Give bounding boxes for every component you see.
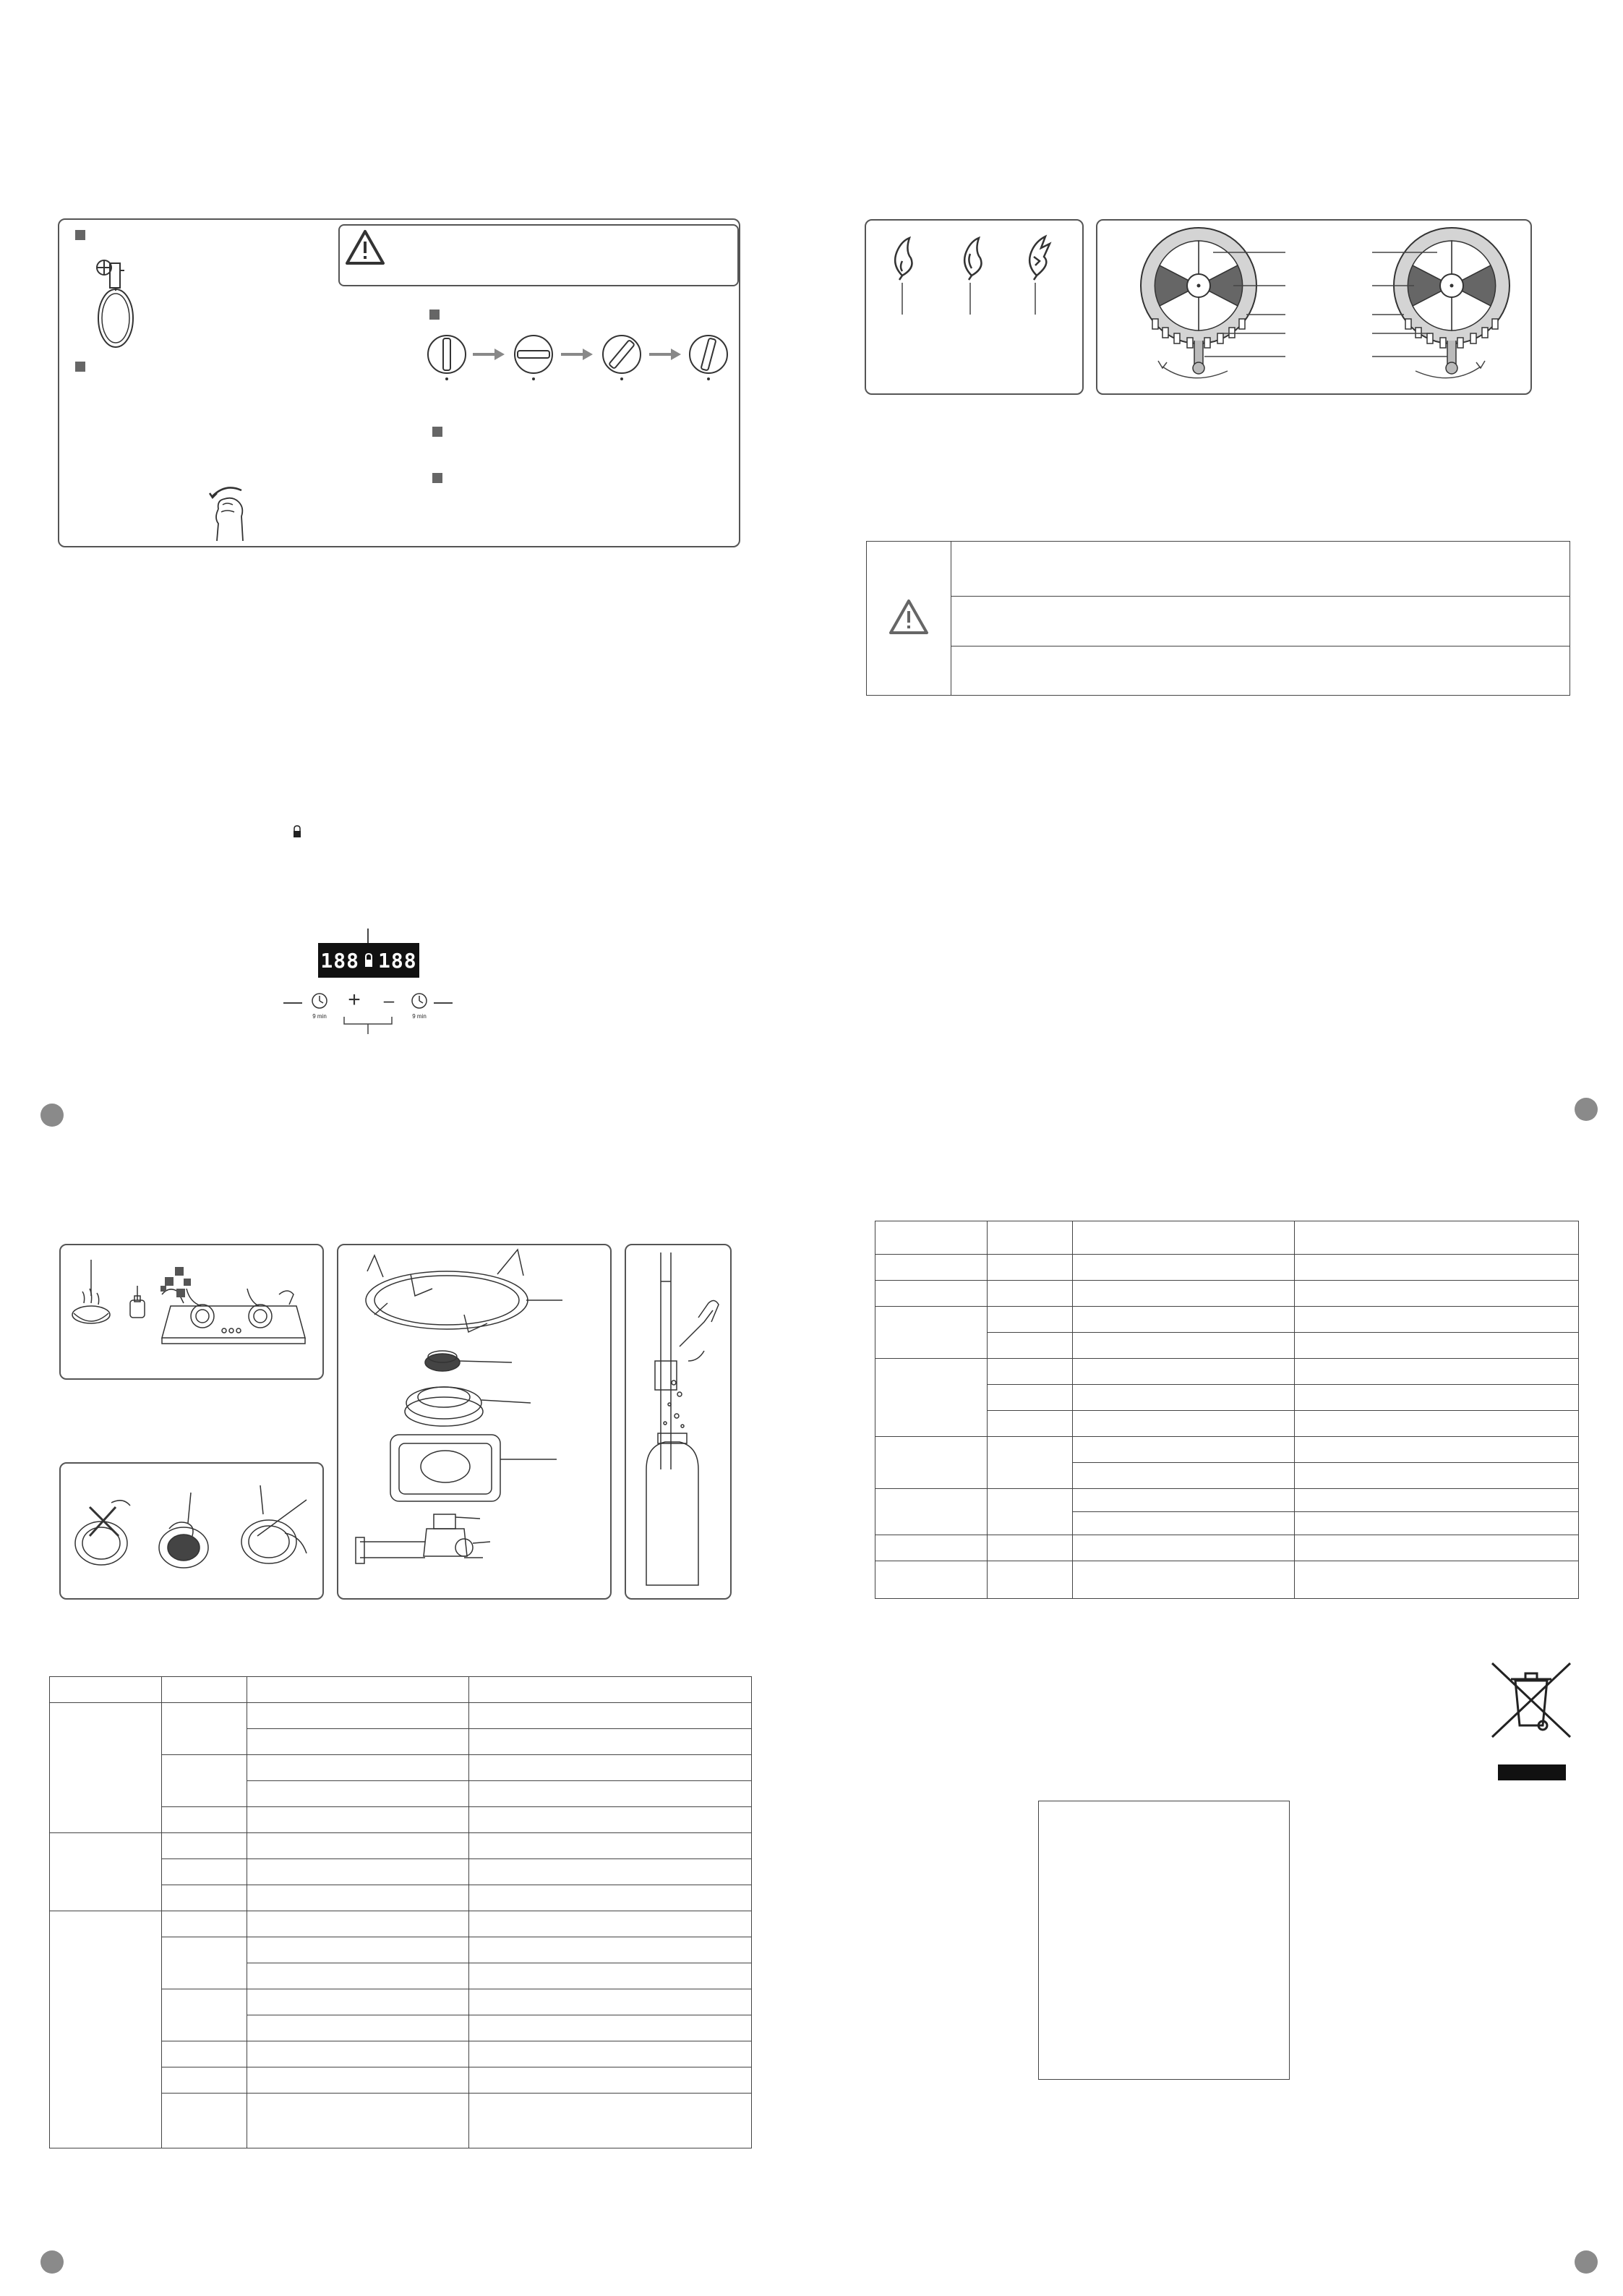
warning-triangle-icon [344, 229, 386, 266]
table-cell [1295, 1512, 1579, 1535]
table-cell [988, 1561, 1073, 1599]
table-cell [162, 1937, 247, 1989]
table-header [162, 1677, 247, 1703]
table-cell [247, 2015, 469, 2041]
page-marker-1 [40, 1104, 64, 1127]
table-cell [469, 1833, 752, 1859]
plus-button[interactable]: + [348, 988, 361, 1012]
table-header [469, 1677, 752, 1703]
table-cell [1073, 1489, 1295, 1512]
burner-cap-panel [1096, 219, 1532, 395]
table-cell [1073, 1333, 1295, 1359]
table-cell [1073, 1561, 1295, 1599]
warning-row [951, 597, 1570, 646]
ignition-instructions-panel [58, 218, 740, 547]
table-header [875, 1221, 988, 1255]
table-cell [988, 1437, 1073, 1489]
left-timer-caption: 9 min [312, 1013, 327, 1020]
table-cell [162, 2094, 247, 2148]
table-cell [875, 1307, 988, 1359]
table-cell [1295, 1281, 1579, 1307]
notes-box [1038, 1801, 1290, 2080]
table-cell [469, 1859, 752, 1885]
section-bullet [75, 362, 85, 372]
table-cell [1073, 1411, 1295, 1437]
table-cell [247, 1755, 469, 1781]
table-cell [162, 1833, 247, 1859]
table-cell [1295, 1411, 1579, 1437]
cleaning-burner-panel [59, 1462, 324, 1600]
left-callout-line [283, 1002, 302, 1004]
table-cell [247, 2041, 469, 2067]
table-cell [988, 1307, 1073, 1333]
table-cell [469, 1989, 752, 2015]
table-cell [1295, 1463, 1579, 1489]
table-cell [988, 1281, 1073, 1307]
table-cell [1073, 1535, 1295, 1561]
table-cell [162, 1859, 247, 1885]
burner-cleaning-illustration [68, 1485, 321, 1594]
section-bullet [432, 473, 442, 483]
table-cell [469, 1937, 752, 1963]
table-cell [1073, 1307, 1295, 1333]
table-cell [162, 1755, 247, 1807]
table-cell [247, 1911, 469, 1937]
table-cell [247, 1781, 469, 1807]
table-cell [1073, 1281, 1295, 1307]
page-marker-3 [40, 2250, 64, 2274]
table-cell [469, 1885, 752, 1911]
table-header [50, 1677, 162, 1703]
display-callout-line [367, 929, 369, 943]
table-cell [1295, 1333, 1579, 1359]
flame-icon [1029, 236, 1050, 276]
warning-box [338, 224, 739, 286]
table-cell [469, 1755, 752, 1781]
table-header [1073, 1221, 1295, 1255]
section-bullet [432, 427, 442, 437]
table-cell [469, 2041, 752, 2067]
section-bullet [429, 310, 440, 320]
table-cell [1295, 1385, 1579, 1411]
table-header [988, 1221, 1073, 1255]
table-cell [162, 1911, 247, 1937]
table-cell [988, 1359, 1073, 1385]
table-cell [1073, 1463, 1295, 1489]
flame-icon [964, 238, 981, 276]
table-cell [247, 1859, 469, 1885]
table-cell [988, 1411, 1073, 1437]
table-cell [1295, 1359, 1579, 1385]
section-bullet [75, 230, 85, 240]
table-cell [247, 1729, 469, 1755]
table-cell [247, 2067, 469, 2094]
table-cell [1073, 1437, 1295, 1463]
table-cell [1295, 1535, 1579, 1561]
warning-icon-cell [867, 542, 951, 696]
table-cell [875, 1437, 988, 1489]
flame-types-panel [865, 219, 1084, 395]
table-header [247, 1677, 469, 1703]
table-cell [469, 2094, 752, 2148]
warning-row [951, 542, 1570, 597]
cleaning-hob-panel [59, 1244, 324, 1380]
table-cell [247, 1703, 469, 1729]
troubleshooting-table-right [875, 1221, 1579, 1599]
timer-display [318, 943, 419, 978]
table-cell [988, 1385, 1073, 1411]
table-cell [247, 1937, 469, 1963]
hob-cleaning-illustration [68, 1260, 321, 1375]
table-cell [1295, 1561, 1579, 1599]
table-cell [875, 1561, 988, 1599]
safety-warning-table [866, 541, 1570, 696]
weee-bar [1498, 1764, 1566, 1780]
table-cell [469, 2067, 752, 2094]
table-cell [247, 1807, 469, 1833]
lock-icon [292, 824, 302, 839]
table-cell [247, 1885, 469, 1911]
table-cell [469, 1911, 752, 1937]
crossed-bin-icon [1489, 1660, 1573, 1740]
page-marker-2 [1575, 1098, 1598, 1121]
table-cell [469, 1729, 752, 1755]
burner-exploded-view [346, 1245, 606, 1600]
flame-icon [895, 238, 912, 276]
bracket-callout [343, 1015, 393, 1036]
table-cell [988, 1255, 1073, 1281]
table-cell [875, 1359, 988, 1437]
table-header [1295, 1221, 1579, 1255]
table-cell [247, 2094, 469, 2148]
left-timer-button[interactable] [309, 991, 330, 1023]
table-cell [469, 1703, 752, 1729]
table-cell [1073, 1512, 1295, 1535]
timer-icon [309, 991, 330, 1011]
table-cell [162, 1885, 247, 1911]
table-cell [1295, 1437, 1579, 1463]
table-cell [469, 1781, 752, 1807]
table-cell [50, 1833, 162, 1911]
table-cell [1073, 1385, 1295, 1411]
timer-icon [409, 991, 429, 1011]
table-cell [50, 1703, 162, 1833]
right-timer-button[interactable] [409, 991, 429, 1023]
table-cell [875, 1535, 988, 1561]
knob-turn-sequence [425, 325, 729, 383]
gas-bottle-panel [625, 1244, 732, 1600]
display-lock-icon [364, 952, 374, 968]
table-cell [875, 1489, 988, 1535]
table-cell [1295, 1307, 1579, 1333]
table-cell [469, 2015, 752, 2041]
table-cell [469, 1807, 752, 1833]
warning-triangle-icon [888, 598, 930, 636]
right-callout-line [434, 1002, 453, 1004]
table-cell [988, 1489, 1073, 1535]
pan-support-illustration [88, 249, 146, 350]
table-cell [247, 1833, 469, 1859]
table-cell [50, 1911, 162, 2148]
right-timer-caption: 9 min [412, 1013, 427, 1020]
table-cell [1073, 1359, 1295, 1385]
minus-button[interactable]: – [383, 989, 395, 1011]
table-cell [875, 1255, 988, 1281]
table-cell [162, 2041, 247, 2067]
table-cell [988, 1333, 1073, 1359]
table-cell [162, 2067, 247, 2094]
gas-bottle-leak-check-illustration [629, 1252, 730, 1592]
table-cell [988, 1535, 1073, 1561]
table-cell [1295, 1489, 1579, 1512]
flame-icons-row [881, 232, 1076, 319]
troubleshooting-table-left [49, 1676, 752, 2148]
burner-assembly-panel [337, 1244, 612, 1600]
page-marker-4 [1575, 2250, 1598, 2274]
table-cell [247, 1989, 469, 2015]
table-cell [1073, 1255, 1295, 1281]
right-display-digits: 188 [378, 948, 417, 973]
hand-turning-knob-illustration [204, 480, 262, 545]
table-cell [162, 1807, 247, 1833]
burner-cap-diagrams [1112, 225, 1524, 391]
left-display-digits: 188 [320, 948, 359, 973]
table-cell [469, 1963, 752, 1989]
table-cell [162, 1989, 247, 2041]
table-cell [1295, 1255, 1579, 1281]
table-cell [875, 1281, 988, 1307]
table-cell [247, 1963, 469, 1989]
table-cell [162, 1703, 247, 1755]
warning-row [951, 646, 1570, 695]
